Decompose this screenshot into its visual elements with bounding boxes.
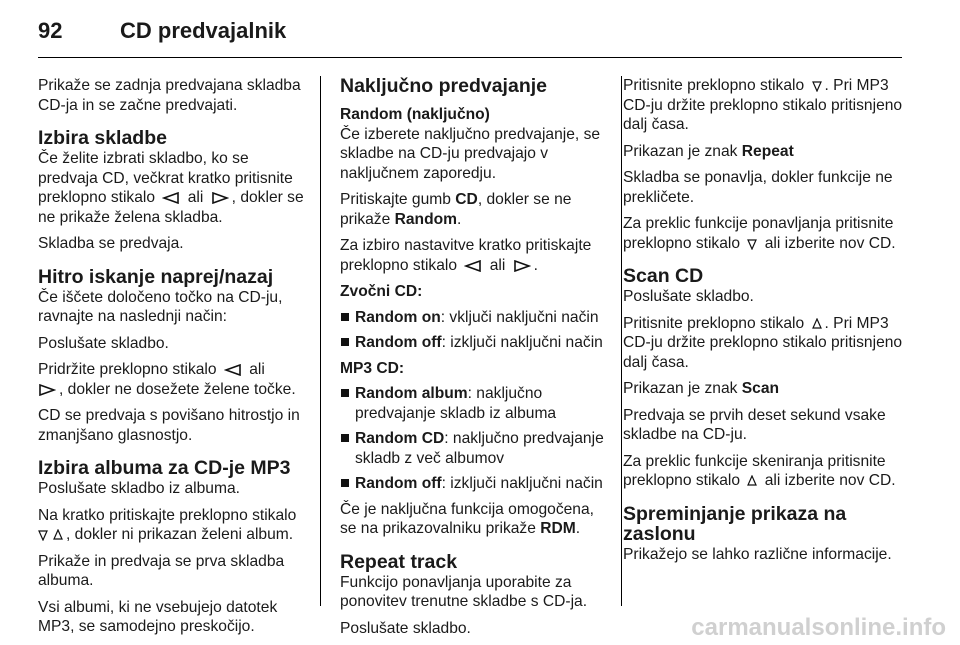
paragraph: Prikaže se zadnja predvajana skladba CD-ja in se začne predvajati. [38,77,301,114]
paragraph: Prikažejo se lahko različne informacije. [623,545,892,563]
paragraph: Pritiskajte gumb CD, dokler se ne prikaže Random. [340,191,572,228]
paragraph: Pridržite preklopno stikalo ali , dokler ne dosežete želene točke. [38,361,296,398]
paragraph: Prikazan je znak Scan [623,380,780,397]
seek-back-triangle-icon [162,192,180,204]
list-item: Random album: naključno predvajanje skladb iz albuma [340,384,610,423]
heading-display-change: Spreminjanje prikaza na zaslonu [623,502,847,545]
down-triangle-icon [812,80,822,92]
seek-back-triangle-icon [224,364,242,376]
list-item: Random off: izključi naključni način [340,474,610,494]
paragraph: Če izberete naključno predvajanje, se skladbe na CD-ju predvajajo v naključnem zaporedju. [340,125,601,182]
heading-random-playback: Naključno predvajanje [340,75,547,97]
seek-forward-triangle-icon [38,384,56,396]
column-2 [340,76,610,645]
page-title: CD predvajalnik [120,18,287,43]
bullet [341,313,349,321]
heading-album-selection: Izbira albuma za CD-je MP3 [38,457,291,479]
bullet [341,434,349,442]
bullet [341,338,349,346]
seek-forward-triangle-icon [211,192,229,204]
list-item: Random off: izključi naključni način [340,333,610,353]
paragraph: Funkcijo ponavljanja uporabite za ponovitev trenutne skladbe s CD-ja. [340,573,588,610]
paragraph: Vsi albumi, ki ne vsebujejo datotek MP3, se samodejno preskočijo. [38,598,278,635]
up-triangle-icon [812,318,822,330]
paragraph: Za preklic funkcije skeniranja pritisnite preklopno stikalo ali izberite nov CD. [623,452,896,489]
paragraph: Poslušate skladbo iz albuma. [38,480,240,497]
paragraph: Poslušate skladbo. [38,334,169,352]
header-rule [38,57,902,58]
paragraph: Če iščete določeno točko na CD-ju, ravnajte na naslednji način: [38,288,283,325]
page-number: 92 [38,18,63,43]
paragraph: Skladba se predvaja. [38,235,184,252]
column-divider-2 [621,76,622,606]
paragraph: Za izbiro nastavitve kratko pritiskajte preklopno stikalo ali . [340,237,592,274]
column-3 [623,76,915,571]
list-item: Random CD: naključno predvajanje skladb z več albumov [340,429,610,468]
paragraph: Pritisnite preklopno stikalo . Pri MP3 CD-ju držite preklopno stikalo pritisnjeno dalj časa. [623,77,903,133]
paragraph: Poslušate skladbo. [623,288,754,305]
up-triangle-icon [53,529,63,541]
paragraph: Skladba se ponavlja, dokler funkcije ne prekličete. [623,169,893,206]
label-mp3-cd: MP3 CD: [340,359,405,377]
paragraph: Prikaže in predvaja se prva skladba albuma. [38,552,285,589]
bullet [341,389,349,397]
watermark: carmanualsonline.info [691,614,946,641]
heading-scan-cd: Scan CD [623,265,704,287]
paragraph: CD se predvaja s povišano hitrostjo in zmanjšano glasnostjo. [38,407,300,444]
heading-track-selection: Izbira skladbe [38,127,167,149]
paragraph: Za preklic funkcije ponavljanja pritisnite preklopno stikalo ali izberite nov CD. [623,215,896,252]
seek-back-triangle-icon [464,260,482,272]
paragraph: Če želite izbrati skladbo, ko se predvaja CD, večkrat kratko pritisnite preklopno stikalo ali , dokler se ne prikaže želena skladba. [38,150,304,226]
paragraph: Predvaja se prvih deset sekund vsake skladbe na CD-ju. [623,406,886,443]
column-divider-1 [320,76,321,606]
down-triangle-icon [38,529,48,541]
paragraph: Prikazan je znak Repeat [623,142,794,160]
column-1 [38,76,308,644]
paragraph: Pritisnite preklopno stikalo . Pri MP3 CD-ju držite preklopno stikalo pritisnjeno dalj časa. [623,314,903,371]
bullet [341,479,349,487]
list-item: Random on: vključi naključni način [340,308,610,328]
heading-fast-seek: Hitro iskanje naprej/nazaj [38,265,274,288]
down-triangle-icon [747,238,757,250]
up-triangle-icon [747,475,757,487]
heading-repeat-track: Repeat track [340,550,458,573]
subheading-random: Random (naključno) [340,106,490,123]
paragraph: Na kratko pritiskajte preklopno stikalo , dokler ni prikazan želeni album. [38,506,297,543]
label-audio-cd: Zvočni CD: [340,283,423,300]
seek-forward-triangle-icon [513,260,531,272]
paragraph: Če je naključna funkcija omogočena, se na prikazovalniku prikaže RDM. [340,500,594,537]
paragraph: Poslušate skladbo. [340,619,471,637]
